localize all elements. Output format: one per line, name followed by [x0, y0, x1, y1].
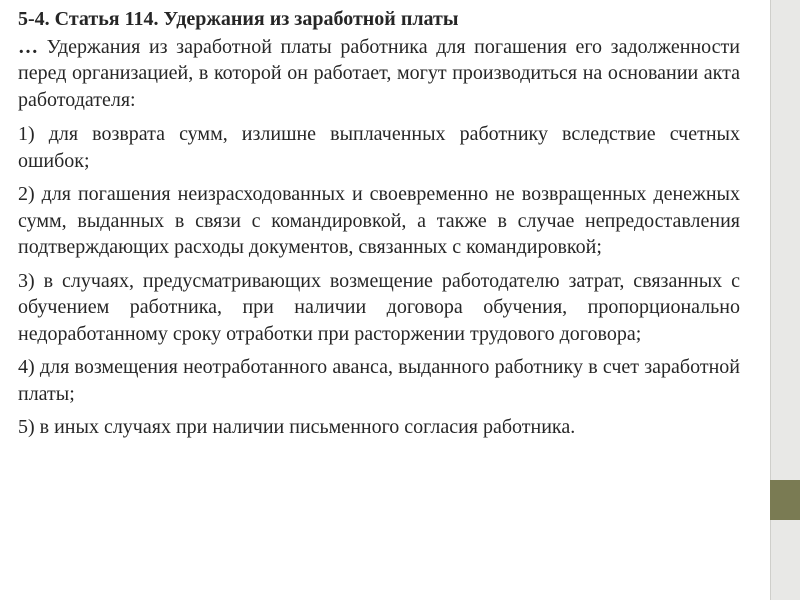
- slide-content: [18, 6, 740, 448]
- intro-paragraph: [18, 34, 740, 114]
- list-item-4: 4) для возмещения неотработанного аванса, выданного работнику в счет заработной платы;: [18, 356, 740, 405]
- decorative-sidebar: [770, 0, 800, 600]
- ellipsis-lead: …: [18, 35, 38, 58]
- intro-text: Удержания из заработной платы работника для погашения его задолженности перед организацией, в которой он работает, могут производиться на основании акта работодателя:: [18, 35, 740, 111]
- list-item-3: 3) в случаях, предусматривающих возмещение работодателю затрат, связанных с обучением работника, при наличии договора обучения, пропорционально недоработанному сроку отработки при расторжении трудового договора;: [18, 269, 740, 345]
- list-item-1: 1) для возврата сумм, излишне выплаченных работнику вследствие счетных ошибок;: [18, 123, 740, 172]
- list-item-2: 2) для погашения неизрасходованных и своевременно не возвращенных денежных сумм, выданных в связи с командировкой, а также в случае непредоставления подтверждающих расходы документов, связанных с командировкой;: [18, 183, 740, 258]
- accent-block: [770, 480, 800, 520]
- slide-title: 5-4. Статья 114. Удержания из заработной платы: [18, 8, 459, 30]
- list-item-5: 5) в иных случаях при наличии письменного согласия работника.: [18, 416, 576, 438]
